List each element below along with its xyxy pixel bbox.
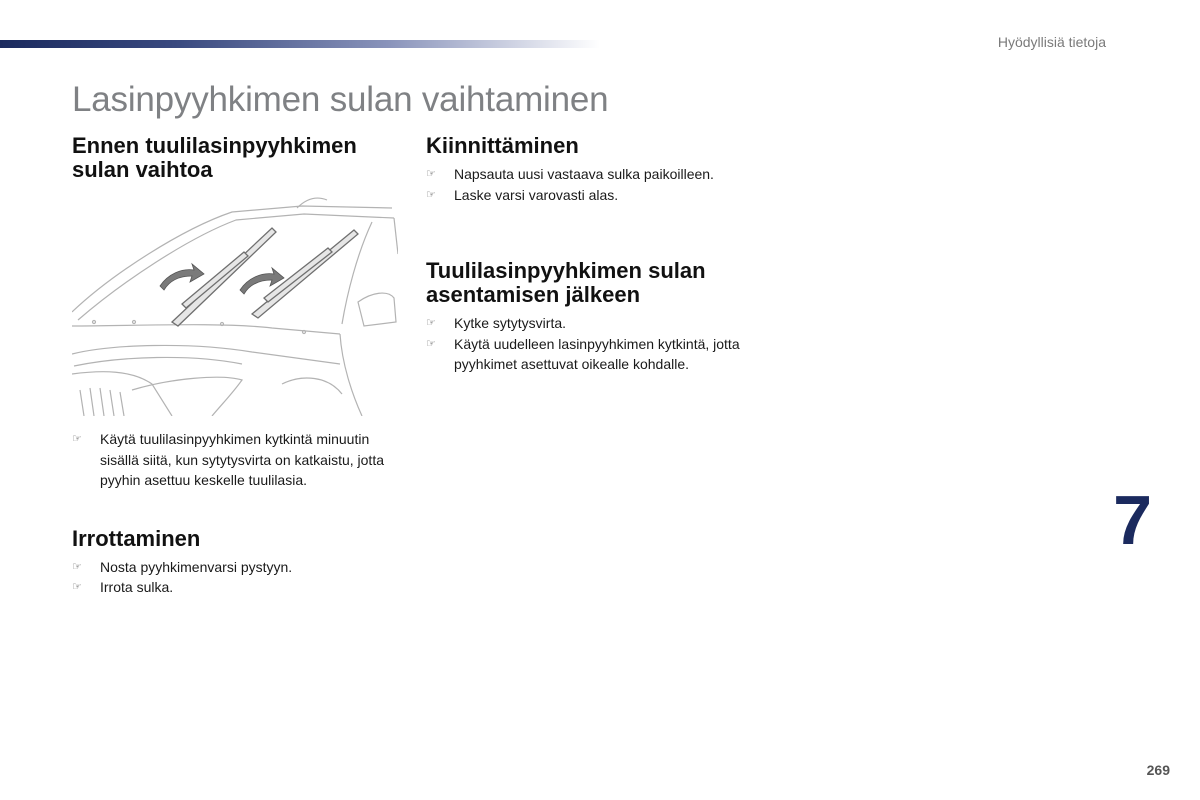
removal-list <box>72 557 402 598</box>
chapter-name: Hyödyllisiä tietoja <box>997 34 1106 50</box>
after-list <box>426 313 776 375</box>
attach-list <box>426 164 776 205</box>
windshield-wiper-illustration <box>72 194 398 416</box>
list-item: ☞ Irrota sulka. <box>72 577 402 598</box>
section-heading-after: Tuulilasinpyyhkimen sulan asentamisen jälkeen <box>426 258 706 307</box>
pointing-hand-icon: ☞ <box>426 188 436 201</box>
page-title: Lasinpyyhkimen sulan vaihtaminen <box>72 80 609 119</box>
list-item: ☞ Käytä tuulilasinpyyhkimen kytkintä minuutin sisällä siitä, kun sytytysvirta on katkaistu, jotta pyyhin asettuu keskelle tuulilasia. <box>72 431 384 488</box>
section-heading-before: Ennen tuulilasinpyyhkimen sulan vaihtoa <box>72 133 357 182</box>
list-item: ☞ Nosta pyyhkimenvarsi pystyyn. <box>72 557 402 578</box>
list-item: ☞ Laske varsi varovasti alas. <box>426 185 776 206</box>
pointing-hand-icon: ☞ <box>72 560 82 573</box>
pointing-hand-icon: ☞ <box>426 168 436 180</box>
left-column <box>72 134 402 598</box>
header-gradient-bar <box>0 40 600 48</box>
page-number: 269 <box>1146 762 1170 778</box>
pointing-hand-icon: ☞ <box>72 581 82 593</box>
middle-column <box>426 134 776 375</box>
list-item: ☞ Napsauta uusi vastaava sulka paikoilleen. <box>426 164 776 185</box>
section-heading-attach: Kiinnittäminen <box>426 133 579 158</box>
chapter-number: 7 <box>1113 481 1152 559</box>
list-item: ☞ Kytke sytytysvirta. <box>426 313 776 334</box>
before-list <box>72 429 402 491</box>
list-item: ☞ Käytä uudelleen lasinpyyhkimen kytkintä, jotta pyyhkimet asettuvat oikealle kohdalle. <box>426 335 740 372</box>
pointing-hand-icon: ☞ <box>426 337 436 350</box>
pointing-hand-icon: ☞ <box>426 317 436 329</box>
section-heading-removal: Irrottaminen <box>72 525 201 551</box>
pointing-hand-icon: ☞ <box>72 433 82 445</box>
